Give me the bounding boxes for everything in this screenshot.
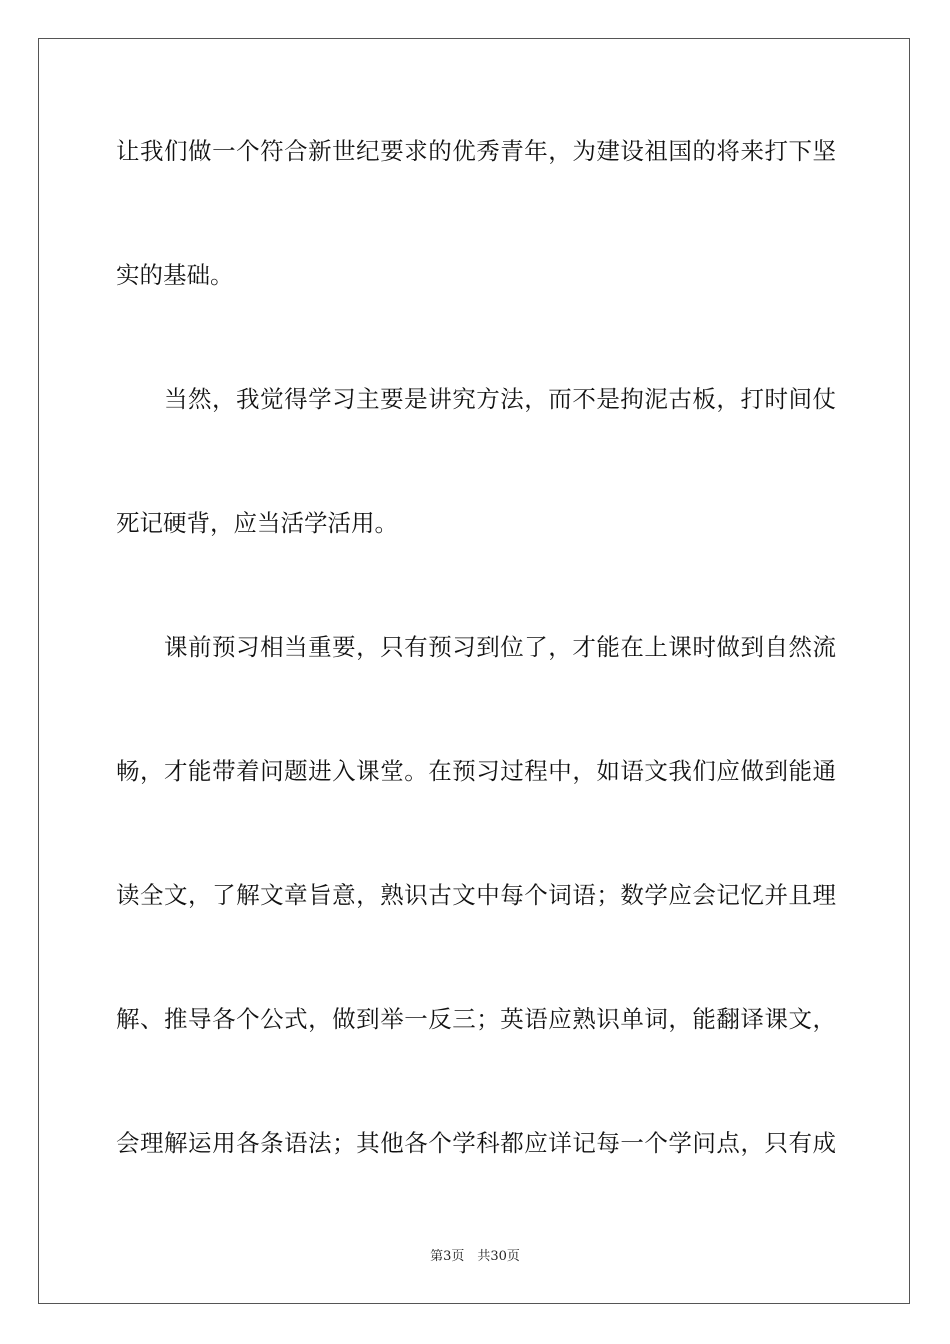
text-line: 当然，我觉得学习主要是讲究方法，而不是拘泥古板，打时间仗 bbox=[164, 385, 836, 413]
text-line: 会理解运用各条语法；其他各个学科都应详记每一个学问点，只有成 bbox=[116, 1129, 836, 1157]
text-line: 读全文，了解文章旨意，熟识古文中每个词语；数学应会记忆并且理 bbox=[116, 881, 836, 909]
text-line: 让我们做一个符合新世纪要求的优秀青年，为建设祖国的将来打下坚 bbox=[116, 137, 836, 165]
page-frame bbox=[38, 38, 910, 1304]
text-line: 死记硬背，应当活学活用。 bbox=[116, 509, 398, 537]
text-line: 实的基础。 bbox=[116, 261, 234, 289]
text-line: 课前预习相当重要，只有预习到位了，才能在上课时做到自然流 bbox=[164, 633, 836, 661]
text-line: 畅，才能带着问题进入课堂。在预习过程中，如语文我们应做到能通 bbox=[116, 757, 836, 785]
text-line: 解、推导各个公式，做到举一反三；英语应熟识单词，能翻译课文， bbox=[116, 1005, 836, 1033]
page-footer: 第3页 共30页 bbox=[430, 1249, 520, 1264]
